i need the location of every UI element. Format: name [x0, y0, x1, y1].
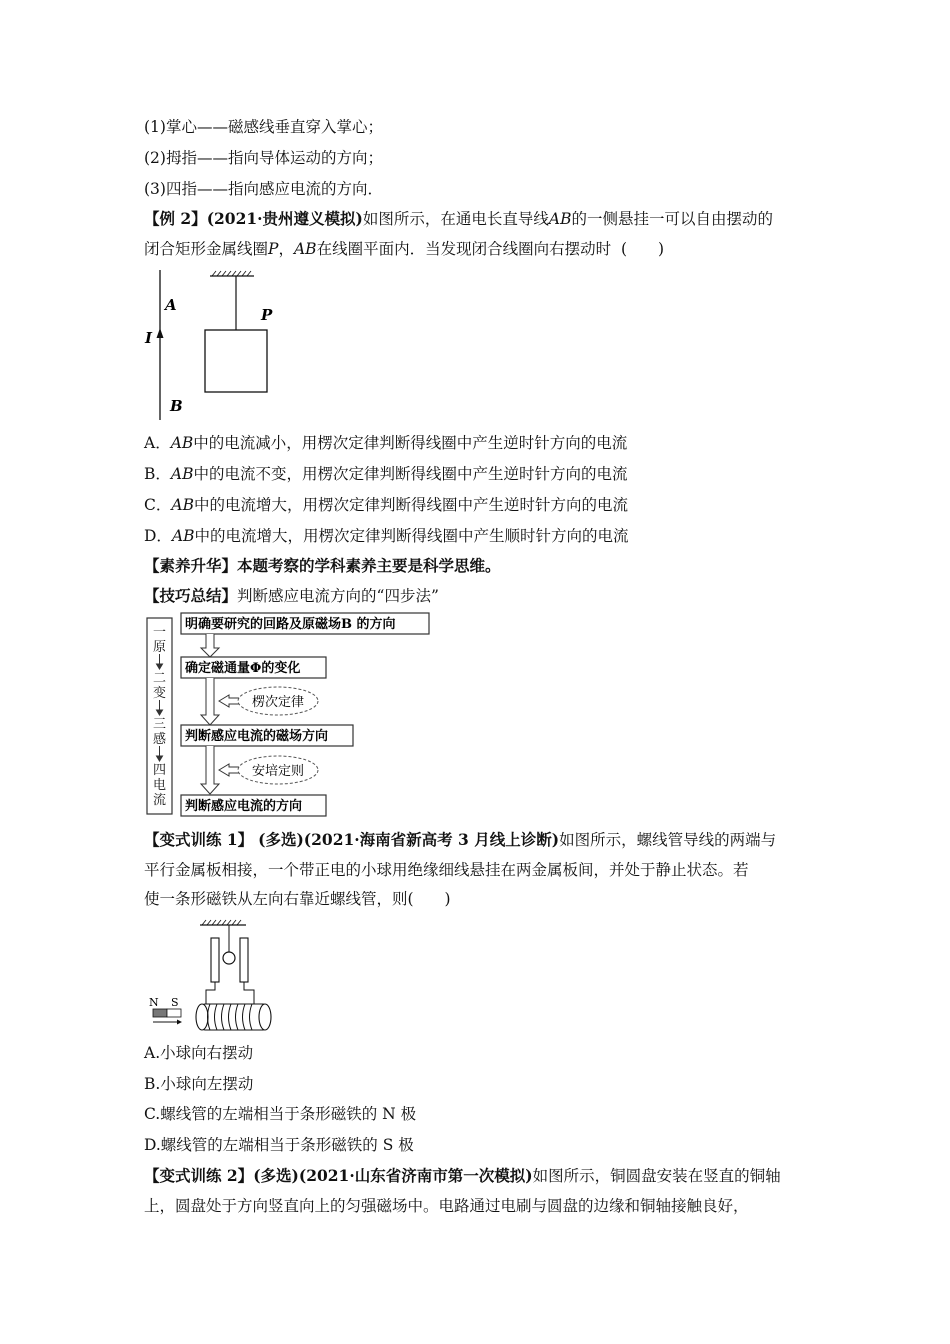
wire-ab-label: AB	[171, 527, 195, 545]
flow-arrow-icon	[201, 634, 219, 657]
label-p: P	[261, 306, 273, 324]
option-d	[144, 526, 814, 546]
wire-ab-label: AB	[170, 434, 194, 452]
exercise2-stem-line-1	[144, 1166, 814, 1186]
option-key: A．	[144, 434, 171, 452]
example2-stem-line-2	[144, 239, 814, 259]
option-text: 中的电流增大，用楞次定律判断得线圈中产生顺时针方向的电流	[194, 527, 629, 545]
side-char: 四	[152, 763, 167, 778]
option-text: 中的电流不变，用楞次定律判断得线圈中产生逆时针方向的电流	[193, 465, 628, 483]
magnet-n-label: N	[149, 996, 159, 1009]
exercise1-option-c: C.螺线管的左端相当于条形磁铁的 N 极	[144, 1105, 417, 1123]
magnet-s-pole	[167, 1009, 181, 1017]
coil-p-label: P	[268, 240, 279, 258]
current-arrow-icon	[157, 328, 164, 338]
exercise1-option-b: B.小球向左摆动	[144, 1075, 254, 1093]
example2-text: 的一侧悬挂一可以自由摆动的	[571, 210, 774, 228]
exercise1-source: (多选)(2021·海南省新高考 3 月线上诊断)	[258, 830, 560, 849]
side-char: 原	[152, 640, 167, 655]
flow-arrow-icon	[201, 746, 219, 794]
wire-ab-label: AB	[171, 496, 194, 514]
flow-side-arrow-icon	[219, 764, 240, 776]
option-text: 中的电流增大，用楞次定律判断得线圈中产生逆时针方向的电流	[193, 496, 628, 514]
exercise1-option-a: A.小球向右摆动	[144, 1044, 254, 1062]
side-char: 一	[152, 625, 167, 640]
example2-text: 如图所示，在通电长直导线	[362, 210, 549, 228]
flow-step-2-text: 确定磁通量Φ的变化	[185, 661, 301, 676]
flow-step-3-text: 判断感应电流的磁场方向	[185, 729, 329, 744]
motion-arrow-icon	[177, 1020, 182, 1025]
flow-arrow-icon	[201, 678, 219, 725]
literacy-note: 【素养升华】本题考察的学科素养主要是科学思维。	[144, 556, 501, 575]
label-i: I	[145, 329, 153, 347]
label-b: B	[170, 397, 183, 415]
exercise2-source: (多选)(2021·山东省济南市第一次模拟)	[253, 1166, 533, 1185]
rule-line-1: (1)掌心——磁感线垂直穿入掌心；	[144, 118, 383, 136]
side-char: 电	[152, 778, 167, 793]
charged-ball	[223, 952, 235, 964]
coil-p	[205, 330, 267, 392]
answer-blank: ( )	[620, 240, 665, 258]
exercise1-tag: 【变式训练 1】	[144, 830, 254, 849]
side-char: 流	[152, 793, 167, 808]
exercise1-option-d: D.螺线管的左端相当于条形磁铁的 S 极	[144, 1136, 414, 1154]
side-char: 变	[152, 686, 167, 701]
flow-side-arrow-icon	[219, 695, 240, 707]
exercise1-stem-line-3: 使一条形磁铁从左向右靠近螺线管，则( )	[144, 890, 451, 908]
left-plate	[211, 938, 219, 982]
side-char: 三	[152, 717, 167, 732]
option-text: 中的电流减小，用楞次定律判断得线圈中产生逆时针方向的电流	[193, 434, 628, 452]
example2-source: (2021·贵州遵义模拟)	[206, 209, 363, 228]
option-key: B．	[144, 465, 171, 483]
example2-tag: 【例 2】	[144, 209, 207, 228]
option-b	[144, 464, 814, 484]
skill-text: 判断感应电流方向的“四步法”	[237, 587, 439, 605]
comma: ，	[278, 240, 294, 258]
exercise1-stem-line-2: 平行金属板相接，一个带正电的小球用绝缘细线悬挂在两金属板间，并处于静止状态。若	[144, 861, 749, 879]
option-a	[144, 433, 814, 453]
flow-law-2-text: 安培定则	[251, 764, 305, 779]
rule-line-2: (2)拇指——指向导体运动的方向；	[144, 149, 383, 167]
flow-law-1-text: 楞次定律	[251, 695, 305, 710]
magnet-s-label: S	[171, 996, 179, 1009]
exercise1-stem-line-1	[144, 830, 814, 850]
option-key: C．	[144, 496, 172, 514]
example2-stem-line-1	[144, 209, 814, 229]
option-key: D．	[144, 527, 172, 545]
exercise1-text: 如图所示，螺线管导线的两端与	[559, 831, 777, 849]
wire-coil-figure	[140, 268, 300, 424]
side-char: 二	[152, 671, 167, 686]
flow-step-1-text: 明确要研究的回路及原磁场B 的方向	[185, 617, 396, 632]
side-char: 感	[152, 732, 167, 747]
rule-line-3: (3)四指——指向感应电流的方向．	[144, 180, 383, 198]
magnet-n-pole	[153, 1009, 167, 1017]
skill-summary	[144, 586, 814, 606]
exercise2-text: 如图所示，铜圆盘安装在竖直的铜轴	[532, 1167, 781, 1185]
exercise2-stem-line-2: 上，圆盘处于方向竖直向上的匀强磁场中。电路通过电刷与圆盘的边缘和铜轴接触良好，	[144, 1197, 749, 1215]
wire-ab-label: AB	[293, 240, 317, 258]
right-plate	[240, 938, 248, 982]
option-c	[144, 495, 814, 515]
wire-ab-label: AB	[170, 465, 194, 483]
label-a: A	[165, 296, 177, 314]
flow-step-4-text: 判断感应电流的方向	[185, 799, 303, 814]
example2-text: 在线圈平面内．当发现闭合线圈向右摆动时	[316, 240, 612, 258]
solenoid-core	[202, 1004, 266, 1030]
four-step-flowchart	[144, 612, 444, 820]
exercise2-tag: 【变式训练 2】	[144, 1166, 254, 1185]
wire-ab-label: AB	[548, 210, 572, 228]
solenoid-figure	[144, 918, 304, 1030]
example2-text: 闭合矩形金属线圈	[144, 240, 269, 258]
skill-tag: 【技巧总结】	[144, 586, 238, 605]
